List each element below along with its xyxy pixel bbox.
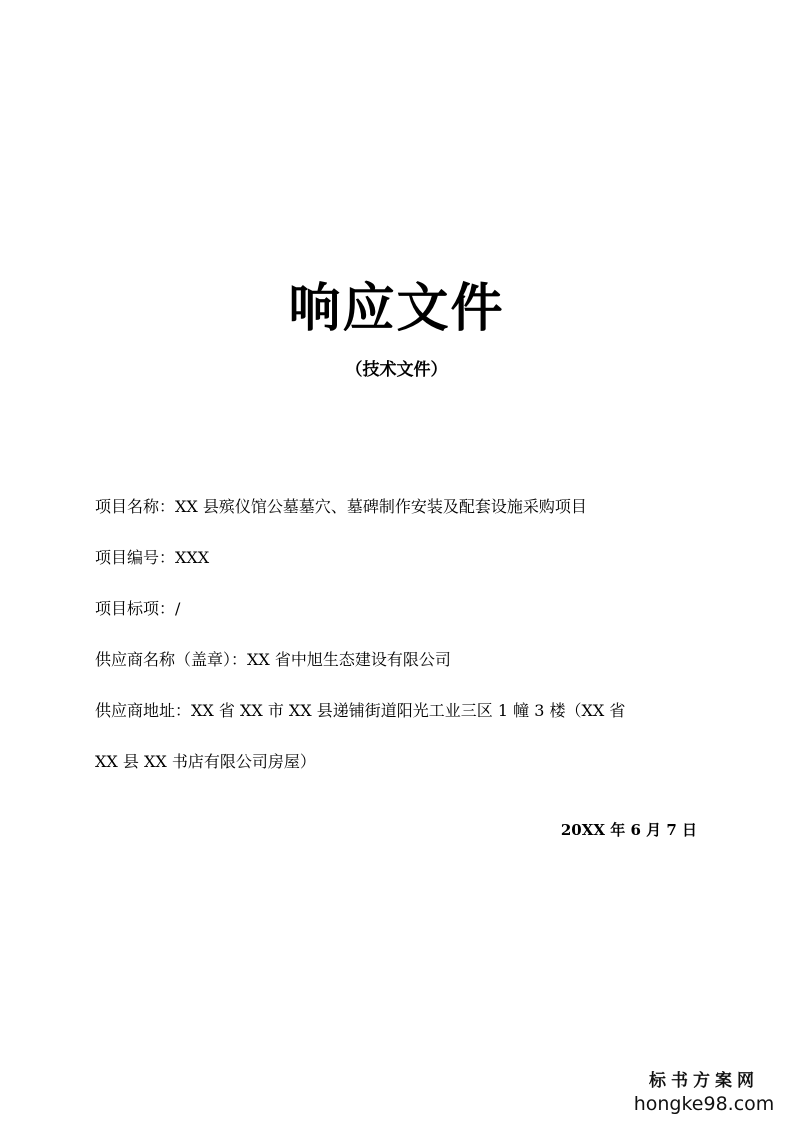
document-title: 响应文件 — [288, 279, 505, 339]
supplier-address-line-2: XX 县 XX 书店有限公司房屋） — [95, 752, 316, 771]
document-date: 20XX 年 6 月 7 日 — [560, 821, 697, 839]
project-lot-line: 项目标项：/ — [95, 599, 181, 618]
project-info-block — [95, 494, 705, 800]
watermark-site: hongke98.com — [633, 1093, 775, 1115]
document-subtitle: （技术文件） — [345, 360, 448, 380]
watermark-name: 标书方案网 — [649, 1071, 759, 1091]
project-number-line: 项目编号：XXX — [95, 548, 210, 567]
project-name-line: 项目名称：XX 县殡仪馆公墓墓穴、墓碑制作安装及配套设施采购项目 — [95, 497, 587, 516]
supplier-address-line-1: 供应商地址：XX 省 XX 市 XX 县递铺街道阳光工业三区 1 幢 3 楼（XX 省 — [95, 701, 626, 720]
site-watermark — [629, 1070, 779, 1116]
supplier-name-line: 供应商名称（盖章）：XX 省中旭生态建设有限公司 — [95, 650, 451, 669]
